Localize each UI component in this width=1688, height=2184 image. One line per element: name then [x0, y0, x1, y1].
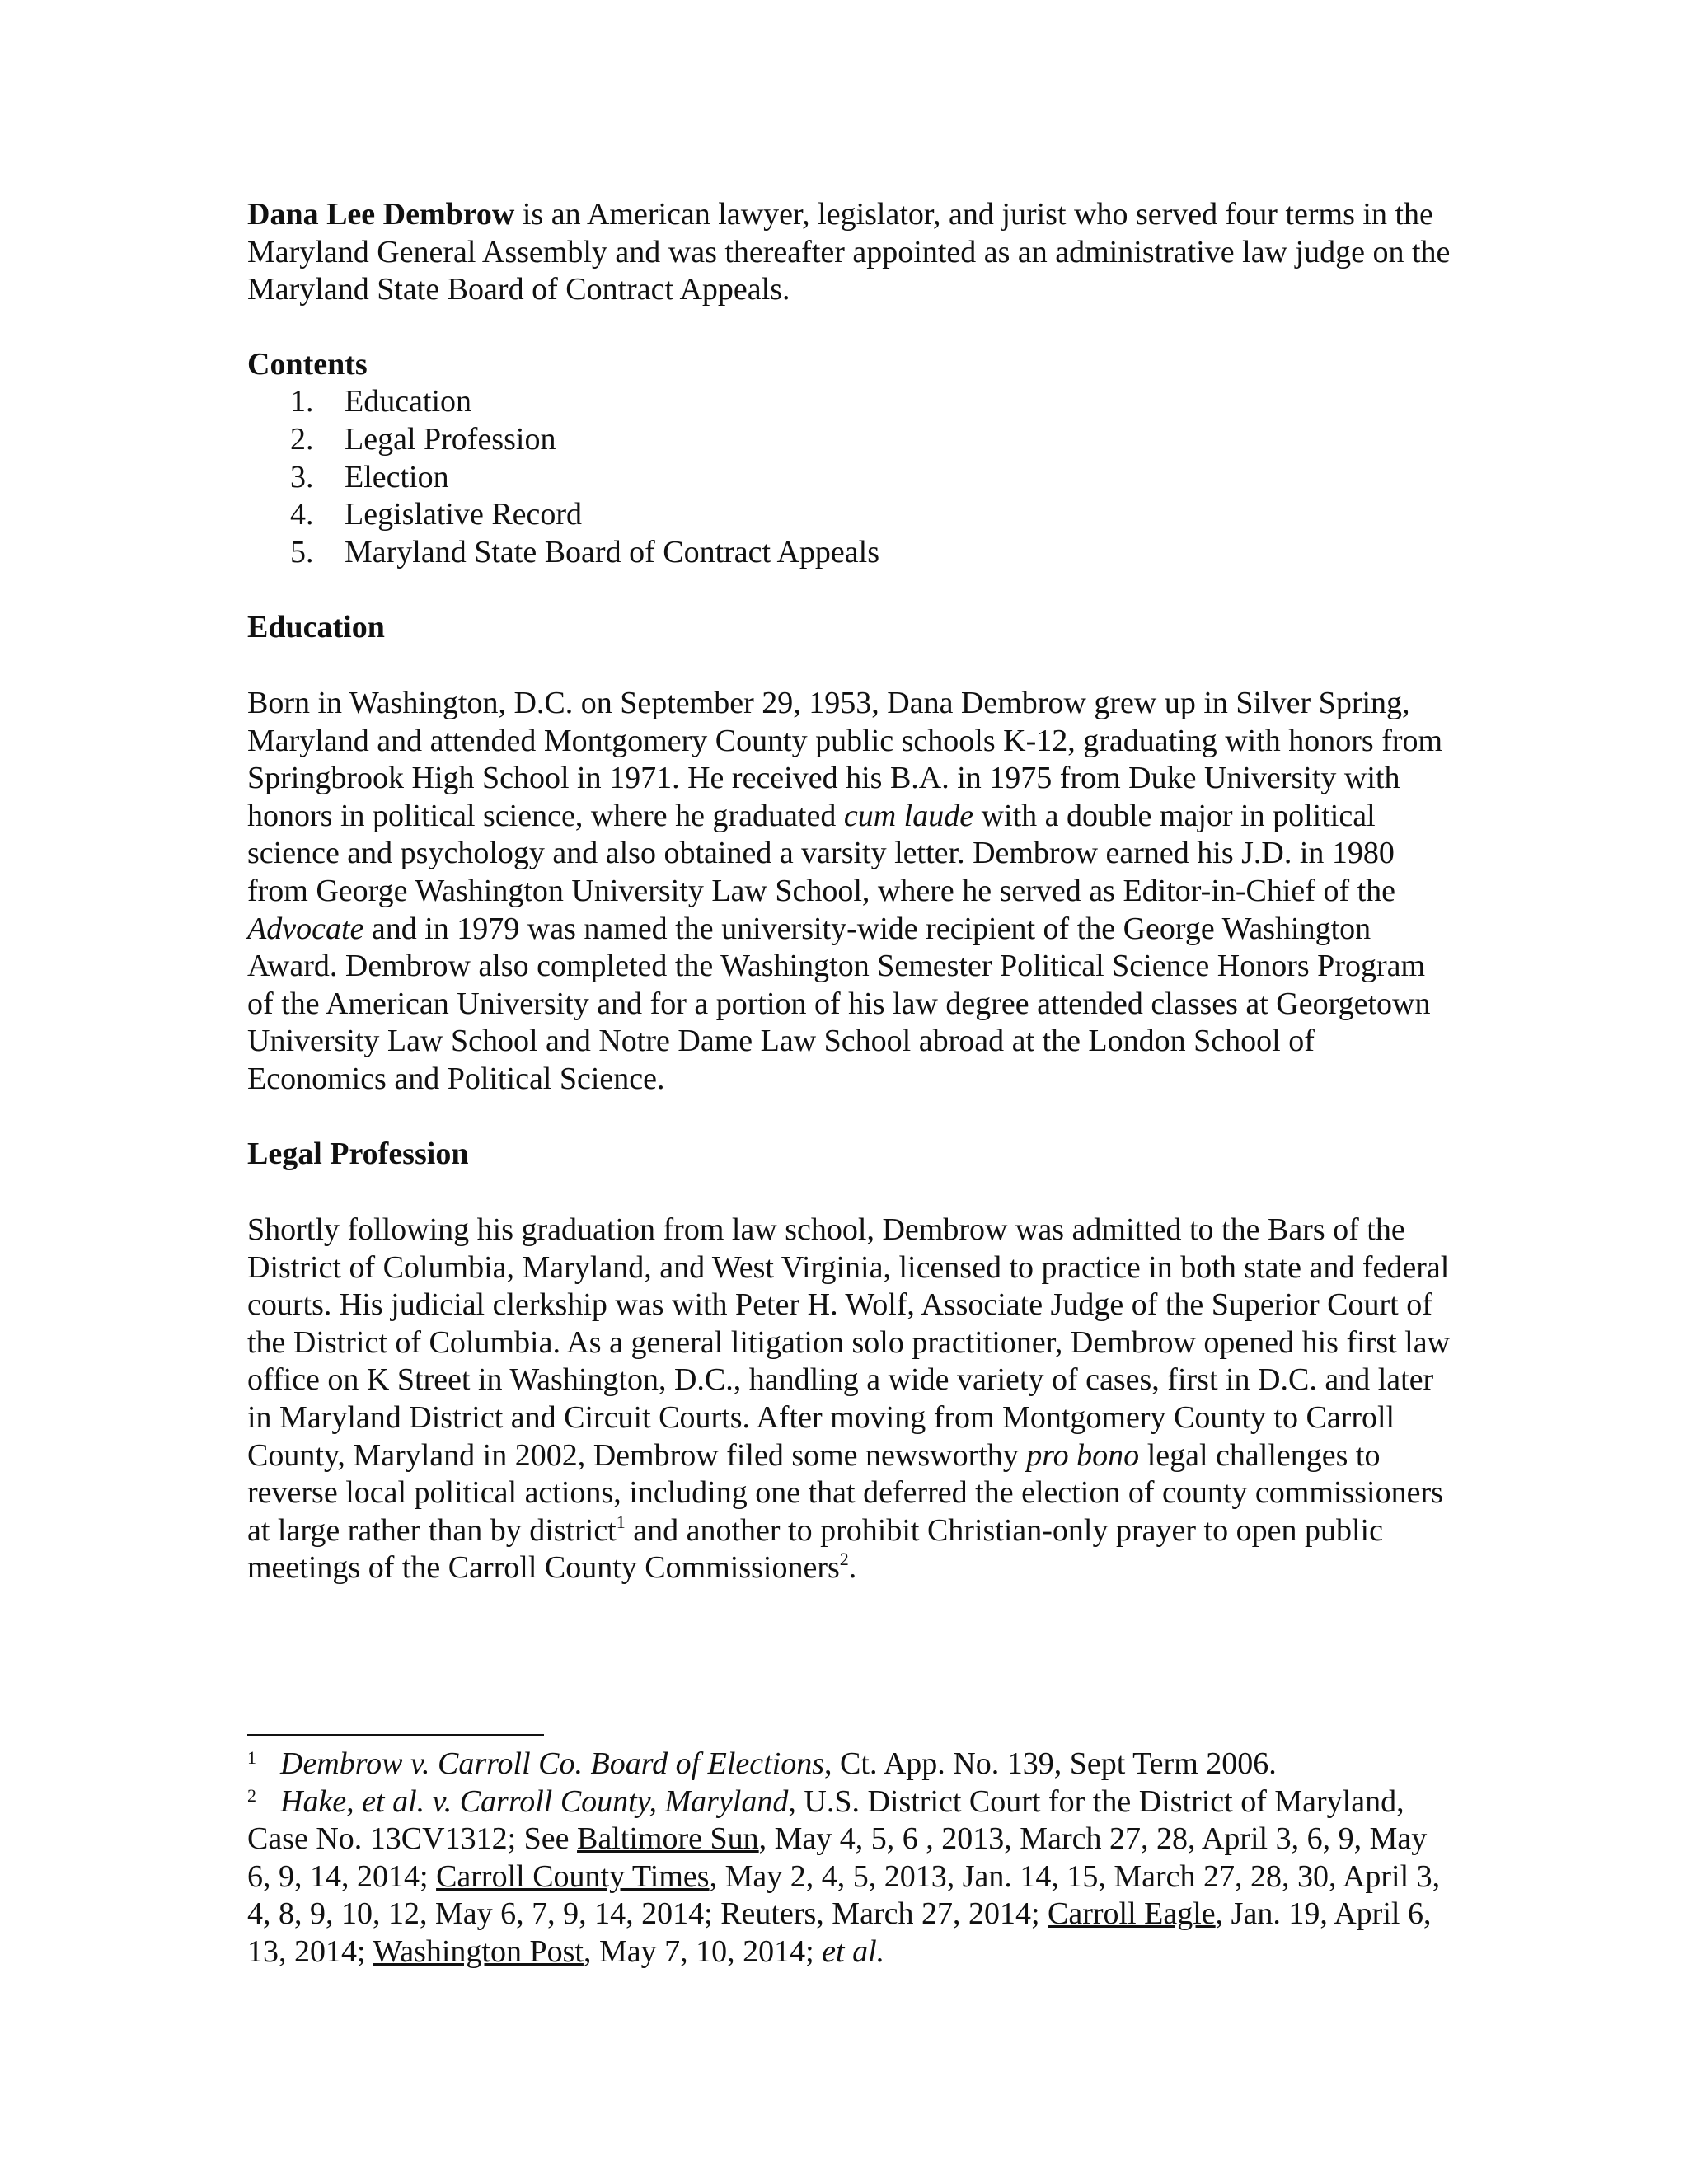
contents-item-education: [290, 383, 1451, 421]
footnote-text: , Jan. 19, April 6, 13, 2014;: [247, 1896, 1432, 1969]
subject-name: Dana Lee Dembrow: [247, 197, 515, 232]
education-heading: Education: [247, 610, 385, 645]
contents-item-legal-profession: [290, 421, 1451, 459]
footnote-1: 1 Dembrow v. Carroll Co. Board of Elections, Ct. App. No. 139, Sept Term 2006.: [247, 1746, 1277, 1781]
contents-item-label: Legal Profession: [345, 421, 556, 457]
footnote-ref-1[interactable]: 1: [616, 1511, 626, 1532]
footnote-text: , May 7, 10, 2014;: [583, 1933, 823, 1969]
contents-item-label: Maryland State Board of Contract Appeals: [345, 534, 880, 569]
legal-text-4: .: [848, 1550, 857, 1586]
source-carroll-eagle: Carroll Eagle: [1048, 1896, 1216, 1932]
education-italic-cum-laude: cum laude: [843, 798, 974, 833]
legal-profession-paragraph: [247, 1212, 1451, 1587]
document-body: [247, 196, 1451, 1587]
source-washington-post: Washington Post: [373, 1933, 584, 1969]
contents-item-number: 1.: [290, 384, 314, 419]
contents-item-election: [290, 459, 1451, 497]
footnote-2: 2 Hake, et al. v. Carroll County, Maryland, U.S. District Court for the District of Maryland, Case No. 13CV1312; See Baltimore Sun, May 4, 5, 6 , 2013, March 27, 28, April 3, 6, 9, May 6, 9, 14, 2014; Carroll County Times, May 2, 4, 5, 2013, Jan. 14, 15, March 27, 28, 30, April 3, 4, 8, 9, 10, 12, May 6, 7, 9, 14, 2014; Reuters, March 27, 2014; Carroll Eagle, Jan. 19, April 6, 13, 2014; Washington Post, May 7, 10, 2014; et al.: [247, 1783, 1441, 1969]
footnote-et-al: et al.: [822, 1933, 885, 1969]
legal-italic-pro-bono: pro bono: [1026, 1437, 1140, 1473]
intro-paragraph: [247, 196, 1451, 309]
education-text-2: with a double major in political science and psychology and also obtained a varsity letter. Dembrow earned his J.D. in 1980 from George Washington University Law School, where he served as Editor-in-Chief of the: [247, 798, 1396, 908]
footnote-case-name: Dembrow v. Carroll Co. Board of Elections: [280, 1746, 825, 1781]
source-baltimore-sun: Baltimore Sun: [577, 1821, 759, 1857]
legal-profession-heading: Legal Profession: [247, 1137, 469, 1172]
legal-text-3: and another to prohibit Christian-only prayer to open public meetings of the Carroll County Commissioners: [247, 1512, 1383, 1586]
legal-text-1: Shortly following his graduation from law school, Dembrow was admitted to the Bars of the District of Columbia, Maryland, and West Virginia, licensed to practice in both state and federal courts. His judicial clerkship was with Peter H. Wolf, Associate Judge of the Superior Court of the District of Columbia. As a general litigation solo practitioner, Dembrow opened his first law office on K Street in Washington, D.C., handling a wide variety of cases, first in D.C. and later in Maryland District and Circuit Courts. After moving from Montgomery County to Carroll County, Maryland in 2002, Dembrow filed some newsworthy: [247, 1212, 1451, 1473]
footnote-case-name: Hake, et al. v. Carroll County, Maryland: [280, 1783, 789, 1819]
contents-item-number: 2.: [290, 421, 314, 457]
contents-heading: Contents: [247, 346, 368, 382]
contents-item-number: 5.: [290, 534, 314, 569]
footnote-text: , May 4, 5, 6 , 2013, March 27, 28, April 3, 6, 9, May 6, 9, 14, 2014;: [247, 1821, 1428, 1894]
footnote-text: , U.S. District Court for the District of Maryland, Case No. 13CV1312; See: [247, 1783, 1404, 1857]
source-carroll-county-times: Carroll County Times: [436, 1858, 710, 1894]
contents-item-label: Education: [345, 384, 472, 419]
legal-text-2: legal challenges to reverse local political actions, including one that deferred the election of county commissioners at large rather than by district: [247, 1437, 1443, 1548]
contents-item-label: Election: [345, 459, 449, 494]
footnote-text: , Ct. App. No. 139, Sept Term 2006.: [824, 1746, 1277, 1781]
contents-item-number: 3.: [290, 459, 314, 494]
education-italic-advocate: Advocate: [247, 911, 364, 946]
education-paragraph: [247, 685, 1451, 1099]
intro-text: is an American lawyer, legislator, and jurist who served four terms in the Maryland General Assembly and was thereafter appointed as an administrative law judge on the Maryland State Board of Contract Appeals.: [247, 197, 1451, 307]
education-text-3: and in 1979 was named the university-wide recipient of the George Washington Award. Dembrow also completed the Washington Semester Political Science Honors Program of the American University and for a portion of his law degree attended classes at Georgetown University Law School and Notre Dame Law School abroad at the London School of Economics and Political Science.: [247, 911, 1431, 1096]
footnote-text: , May 2, 4, 5, 2013, Jan. 14, 15, March 27, 28, 30, April 3, 4, 8, 9, 10, 12, May 6, 7, 9, 14, 2014; Reuters, March 27, 2014;: [247, 1858, 1441, 1932]
footnote-ref-2[interactable]: 2: [839, 1549, 849, 1570]
education-text-1: Born in Washington, D.C. on September 29, 1953, Dana Dembrow grew up in Silver Spring, Maryland and attended Montgomery County public schools K-12, graduating with honors from Springbrook High School in 1971. He received his B.A. in 1975 from Duke University with honors in political science, where he graduated: [247, 685, 1443, 833]
contents-item-number: 4.: [290, 497, 314, 532]
contents-list: [247, 383, 1451, 571]
contents-item-legislative-record: [290, 496, 1451, 534]
contents-item-board-of-contract-appeals: [290, 534, 1451, 572]
contents-item-label: Legislative Record: [345, 497, 583, 532]
footnote-separator: [247, 1734, 544, 1736]
footnotes: [247, 1746, 1451, 1971]
